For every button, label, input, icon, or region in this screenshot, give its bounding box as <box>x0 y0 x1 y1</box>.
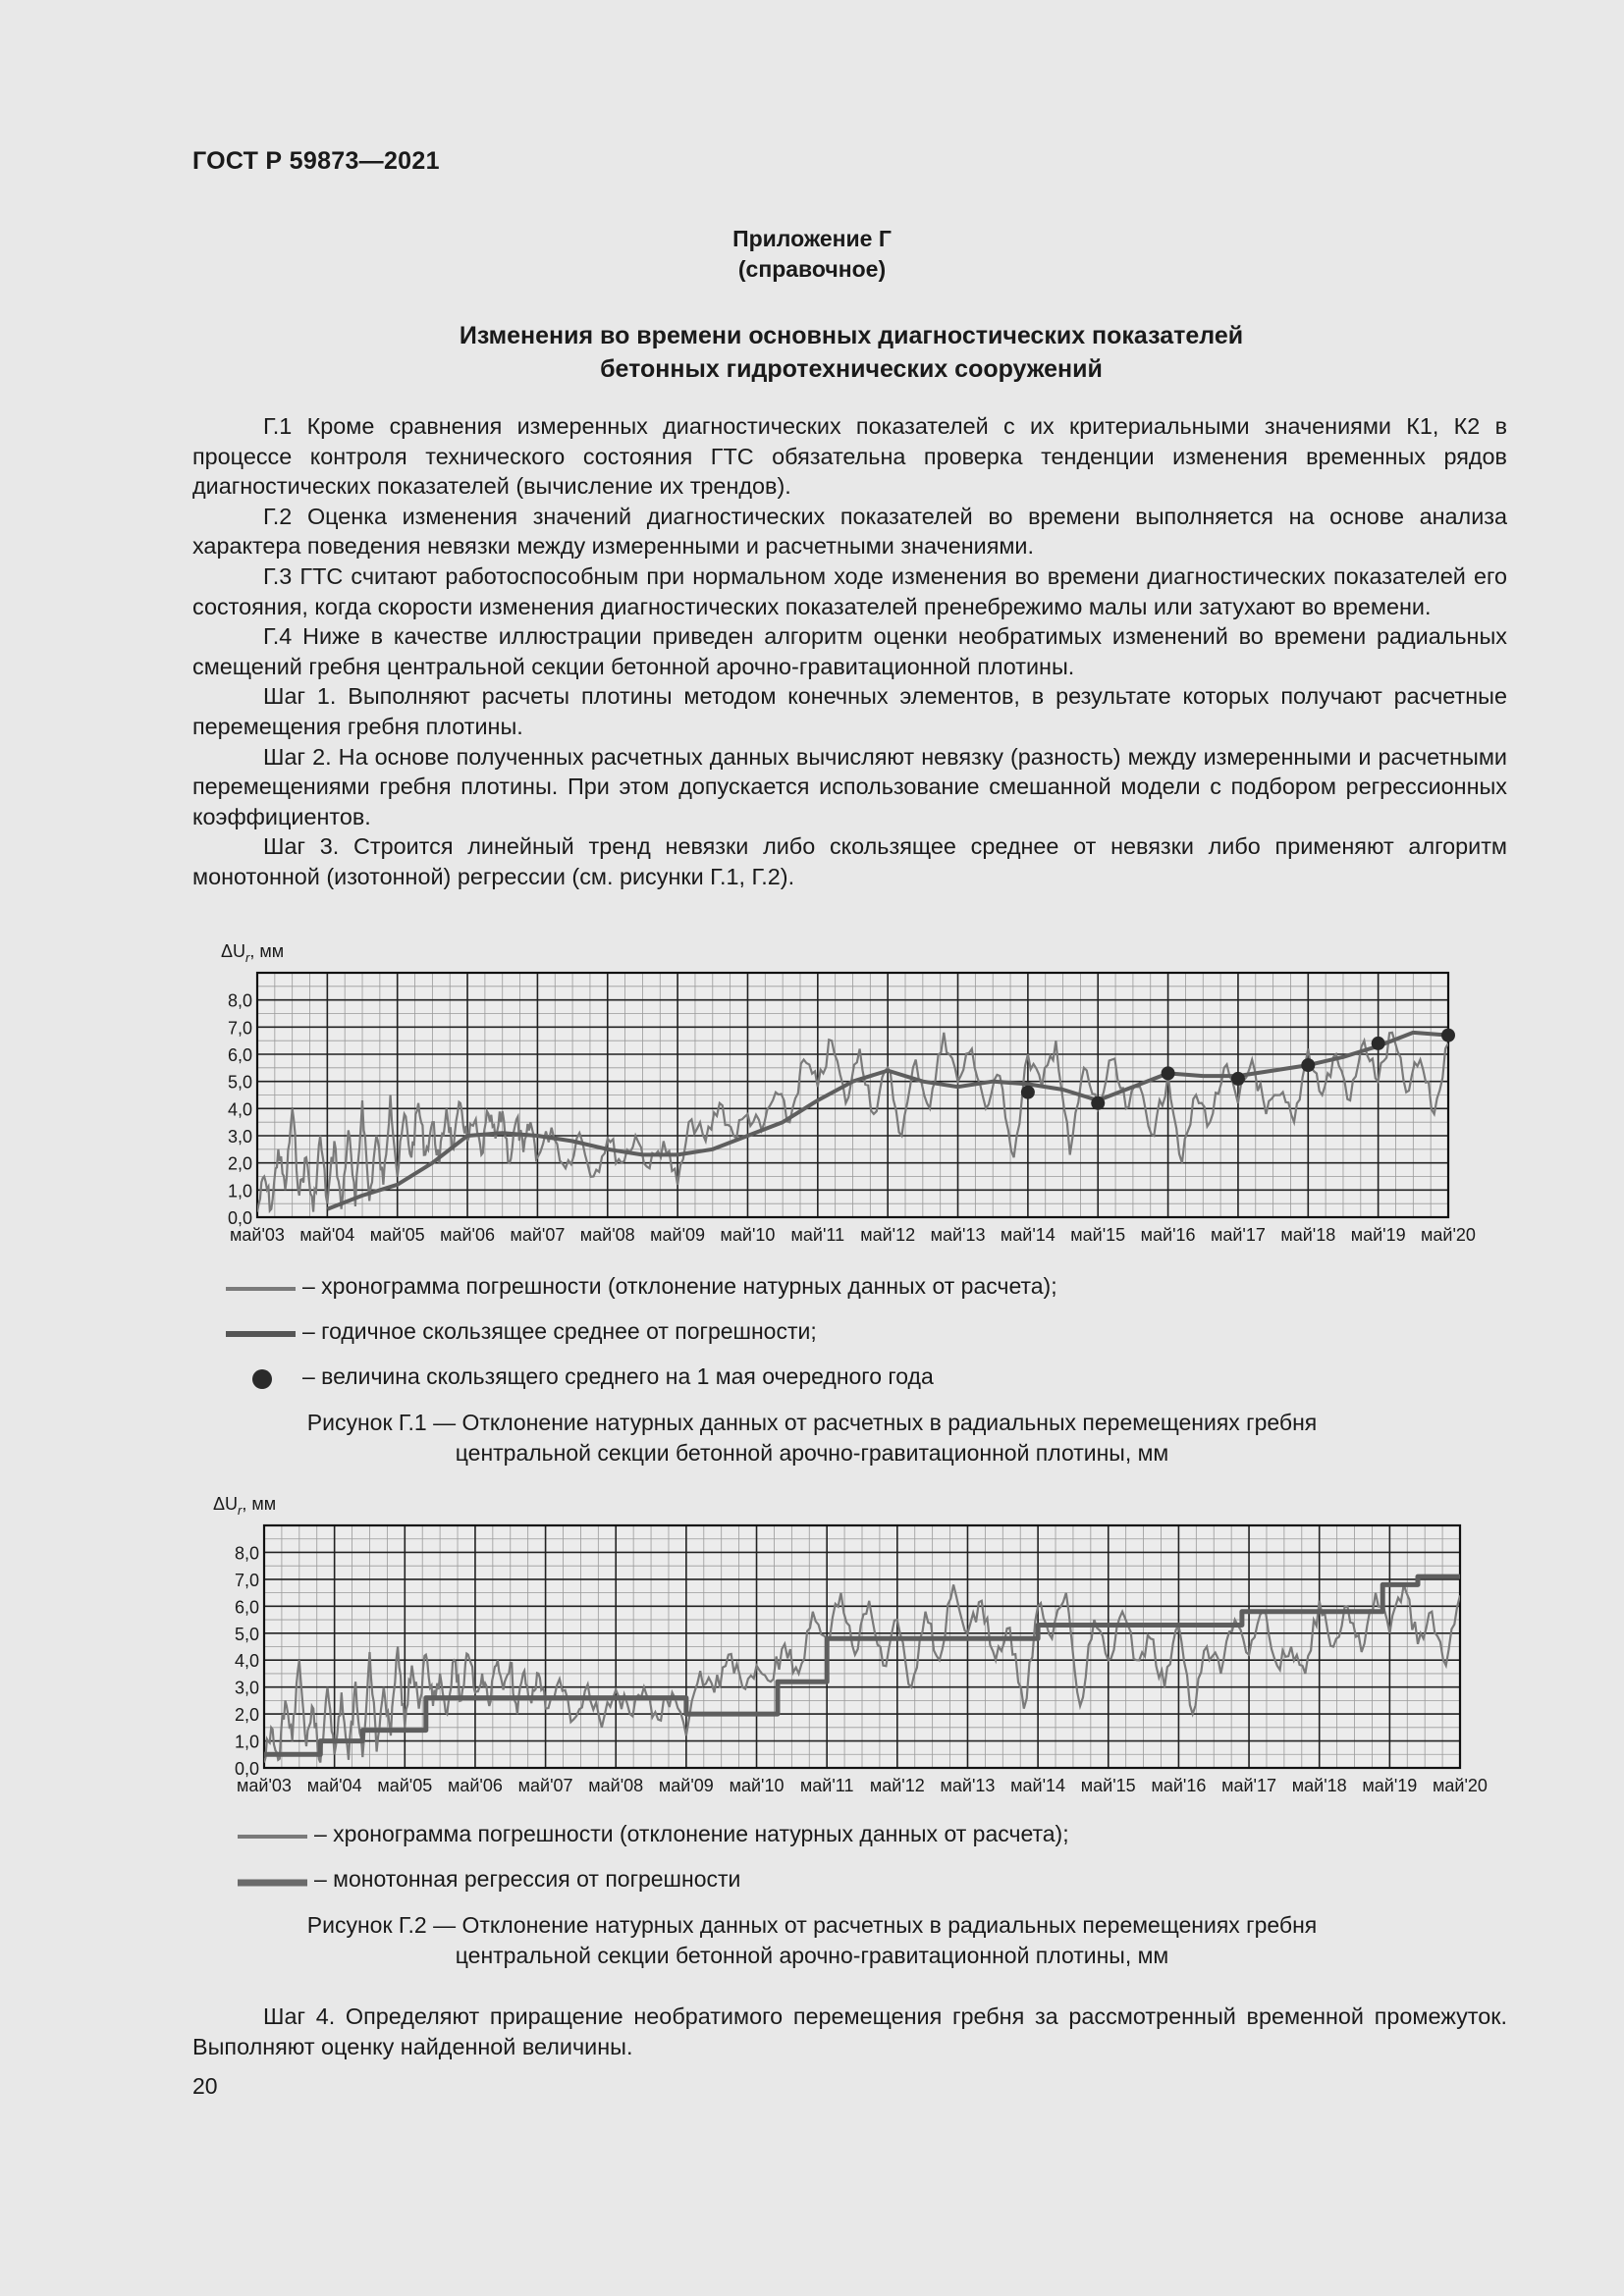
x-tick-label: май'05 <box>377 1776 433 1795</box>
y-tick-label: 2,0 <box>227 1153 252 1174</box>
figure-1-caption <box>0 1408 1624 1468</box>
y-tick-label: 8,0 <box>234 1543 259 1564</box>
legend-item-chronogram-2 <box>236 1820 1512 1865</box>
x-tick-label: май'15 <box>1080 1776 1136 1795</box>
legend-item-moving-average <box>224 1317 1500 1362</box>
x-tick-label: май'04 <box>306 1776 362 1795</box>
may-marker-point <box>1021 1086 1035 1099</box>
paragraph-g4: Г.4 Ниже в качестве иллюстрации приведен алгоритм оценки необратимых изменений во времени радиальных смещений гребня центральной секции бетонной арочно-гравитационной плотины. <box>192 623 1507 679</box>
x-tick-label: май'14 <box>1000 1225 1056 1245</box>
figure-2-caption-line-2: центральной секции бетонной арочно-гравитационной плотины, мм <box>455 1943 1169 1968</box>
x-tick-label: май'18 <box>1280 1225 1336 1245</box>
x-tick-label: май'06 <box>447 1776 503 1795</box>
x-tick-label: май'19 <box>1350 1225 1406 1245</box>
may-marker-point <box>1301 1058 1315 1072</box>
appendix-heading <box>0 224 1624 285</box>
y-tick-label: 1,0 <box>234 1732 259 1752</box>
y-tick-label: 4,0 <box>234 1651 259 1672</box>
y-tick-label: 4,0 <box>227 1099 252 1120</box>
x-tick-label: май'12 <box>860 1225 916 1245</box>
y-tick-label: 5,0 <box>234 1624 259 1644</box>
figure-1-caption-line-1: Рисунок Г.1 — Отклонение натурных данных от расчетных в радиальных перемещениях гребня <box>306 1410 1318 1435</box>
y-tick-label: 7,0 <box>234 1570 259 1590</box>
may-marker-point <box>1231 1072 1245 1086</box>
document-code: ГОСТ Р 59873—2021 <box>192 147 440 175</box>
x-tick-label: май'08 <box>579 1225 635 1245</box>
paragraph-g1: Г.1 Кроме сравнения измеренных диагностических показателей с их критериальными значениями К1, К2 в процессе контроля технического состояния ГТС обязательна проверка тенденции изменения временных рядов диагностических показателей (вычисление их трендов). <box>192 413 1507 500</box>
x-tick-label: май'16 <box>1140 1225 1196 1245</box>
may-marker-point <box>1162 1066 1175 1080</box>
x-tick-label: май'09 <box>650 1225 706 1245</box>
x-tick-label: май'20 <box>1421 1225 1476 1245</box>
x-tick-label: май'07 <box>510 1225 566 1245</box>
y-tick-label: 5,0 <box>227 1072 252 1093</box>
x-tick-label: май'16 <box>1151 1776 1207 1795</box>
y-tick-label: 8,0 <box>227 990 252 1011</box>
figure-1-chart <box>211 937 1497 1252</box>
appendix-title <box>0 319 1624 386</box>
x-tick-label: май'13 <box>940 1776 996 1795</box>
x-tick-label: май'19 <box>1362 1776 1418 1795</box>
y-tick-label: 0,0 <box>234 1759 259 1779</box>
legend-item-chronogram <box>224 1272 1500 1317</box>
y-tick-label: 3,0 <box>227 1127 252 1147</box>
y-tick-label: 6,0 <box>227 1045 252 1065</box>
x-tick-label: май'07 <box>517 1776 573 1795</box>
x-tick-label: май'15 <box>1070 1225 1126 1245</box>
legend-text-chronogram-2: – хронограмма погрешности (отклонение натурных данных от расчета); <box>314 1821 1069 1846</box>
figure-2-legend <box>236 1820 1512 1910</box>
x-tick-label: май'03 <box>237 1776 292 1795</box>
x-tick-label: май'17 <box>1221 1776 1277 1795</box>
paragraph-step-4 <box>192 2002 1507 2061</box>
x-tick-label: май'13 <box>930 1225 986 1245</box>
x-tick-label: май'18 <box>1291 1776 1347 1795</box>
figure-1-legend <box>224 1272 1500 1408</box>
legend-text-moving-average: – годичное скользящее среднее от погрешности; <box>302 1318 817 1344</box>
legend-text-monotone: – монотонная регрессия от погрешности <box>314 1866 741 1892</box>
x-tick-label: май'10 <box>729 1776 785 1795</box>
x-tick-label: май'11 <box>790 1225 845 1245</box>
x-tick-label: май'04 <box>299 1225 355 1245</box>
figure-2-caption <box>0 1910 1624 1971</box>
x-tick-label: май'08 <box>588 1776 644 1795</box>
x-tick-label: май'20 <box>1433 1776 1488 1795</box>
legend-item-may-marker <box>224 1362 1500 1408</box>
page-number: 20 <box>192 2073 218 2099</box>
x-tick-label: май'10 <box>720 1225 776 1245</box>
x-tick-label: май'11 <box>799 1776 854 1795</box>
legend-text-chronogram: – хронограмма погрешности (отклонение натурных данных от расчета); <box>302 1273 1057 1299</box>
x-tick-label: май'05 <box>369 1225 425 1245</box>
y-tick-label: 0,0 <box>227 1208 252 1228</box>
paragraph-step-4-text: Шаг 4. Определяют приращение необратимого перемещения гребня за рассмотренный временной промежуток. Выполняют оценку найденной величины. <box>192 2003 1507 2059</box>
figure-1-caption-line-2: центральной секции бетонной арочно-гравитационной плотины, мм <box>455 1440 1169 1466</box>
y-tick-label: 3,0 <box>234 1678 259 1698</box>
x-tick-label: май'12 <box>869 1776 925 1795</box>
appendix-type: (справочное) <box>737 256 887 282</box>
y-tick-label: 6,0 <box>234 1597 259 1618</box>
paragraph-step-1: Шаг 1. Выполняют расчеты плотины методом конечных элементов, в результате которых получают расчетные перемещения гребня плотины. <box>192 683 1507 739</box>
paragraph-step-2: Шаг 2. На основе полученных расчетных данных вычисляют невязку (разность) между измеренными и расчетными перемещениями гребня плотины. При этом допускается использование смешанной модели с подбором регрессионных коэффициентов. <box>192 743 1507 829</box>
legend-marker-dot <box>252 1369 272 1389</box>
title-line-1: Изменения во времени основных диагностических показателей <box>459 322 1244 349</box>
y-axis-label: $\Delta U_r$, мм <box>213 1494 277 1518</box>
paragraph-g2: Г.2 Оценка изменения значений диагностических показателей во времени выполняется на основе анализа характера поведения невязки между измеренными и расчетными значениями. <box>192 503 1507 560</box>
paragraph-step-3: Шаг 3. Строится линейный тренд невязки либо скользящее среднее от невязки либо применяют алгоритм монотонной (изотонной) регрессии (см. рисунки Г.1, Г.2). <box>192 833 1507 889</box>
may-marker-point <box>1441 1029 1455 1042</box>
title-line-2: бетонных гидротехнических сооружений <box>600 355 1103 383</box>
may-marker-point <box>1091 1096 1105 1110</box>
x-tick-label: май'06 <box>440 1225 496 1245</box>
x-tick-label: май'03 <box>230 1225 285 1245</box>
y-axis-label: $\Delta U_r$, мм <box>221 941 285 965</box>
body-text <box>192 411 1507 892</box>
figure-2-chart <box>201 1490 1507 1804</box>
figure-2-caption-line-1: Рисунок Г.2 — Отклонение натурных данных от расчетных в радиальных перемещениях гребня <box>306 1912 1318 1938</box>
legend-text-may-marker: – величина скользящего среднего на 1 мая очередного года <box>302 1363 934 1389</box>
x-tick-label: май'14 <box>1010 1776 1066 1795</box>
y-tick-label: 1,0 <box>227 1181 252 1201</box>
x-tick-label: май'17 <box>1210 1225 1266 1245</box>
may-marker-point <box>1372 1037 1385 1050</box>
y-tick-label: 7,0 <box>227 1018 252 1039</box>
x-tick-label: май'09 <box>658 1776 714 1795</box>
legend-item-monotone <box>236 1865 1512 1910</box>
appendix-label: Приложение Г <box>732 226 892 251</box>
paragraph-g3: Г.3 ГТС считают работоспособным при нормальном ходе изменения во времени диагностических показателей его состояния, когда скорости изменения диагностических показателей пренебрежимо малы или затухают во времени. <box>192 562 1507 619</box>
y-tick-label: 2,0 <box>234 1705 259 1726</box>
